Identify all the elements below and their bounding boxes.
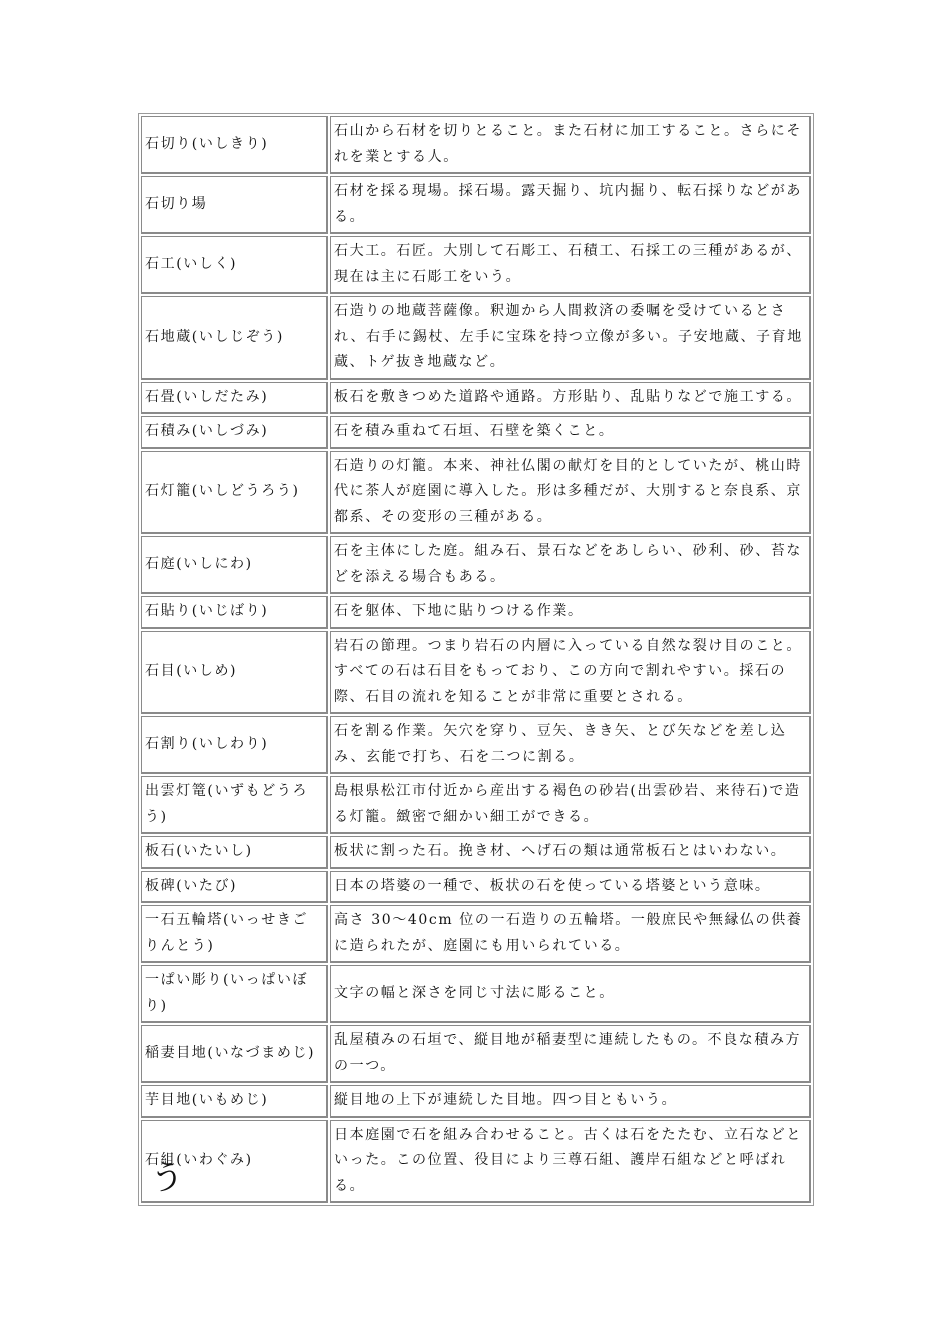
- definition-cell: 石山から石材を切りとること。また石材に加工すること。さらにそれを業とする人。: [330, 116, 811, 174]
- term-cell: 一石五輪塔(いっせきごりんとう): [141, 905, 328, 963]
- table-row: [141, 382, 811, 415]
- term-cell: 石目(いしめ): [141, 631, 328, 715]
- term-cell: 石貼り(いじばり): [141, 596, 328, 629]
- definition-cell: 石材を採る現場。採石場。露天掘り、坑内掘り、転石採りなどがある。: [330, 176, 811, 234]
- table-row: [141, 596, 811, 629]
- table-row: [141, 536, 811, 594]
- term-cell: 板碑(いたび): [141, 871, 328, 904]
- term-cell: 石地蔵(いしじぞう): [141, 296, 328, 380]
- term-cell: 芋目地(いもめじ): [141, 1085, 328, 1118]
- term-cell: 石庭(いしにわ): [141, 536, 328, 594]
- term-cell: 石積み(いしづみ): [141, 416, 328, 449]
- definition-cell: 島根県松江市付近から産出する褐色の砂岩(出雲砂岩、来待石)で造る灯籠。緻密で細かい細工ができる。: [330, 776, 811, 834]
- table-row: [141, 716, 811, 774]
- definition-cell: 石を主体にした庭。組み石、景石などをあしらい、砂利、砂、苔などを添える場合もある。: [330, 536, 811, 594]
- definition-cell: 板状に割った石。挽き材、へげ石の類は通常板石とはいわない。: [330, 836, 811, 869]
- definition-cell: 日本庭園で石を組み合わせること。古くは石をたたむ、立石などといった。この位置、役目により三尊石組、護岸石組などと呼ばれる。: [330, 1120, 811, 1204]
- table-row: [141, 871, 811, 904]
- definition-cell: 石造りの灯籠。本来、神社仏閣の献灯を目的としていたが、桃山時代に茶人が庭園に導入した。形は多種だが、大別すると奈良系、京都系、その変形の三種がある。: [330, 451, 811, 535]
- definition-cell: 石を積み重ねて石垣、石壁を築くこと。: [330, 416, 811, 449]
- definition-cell: 日本の塔婆の一種で、板状の石を使っている塔婆という意味。: [330, 871, 811, 904]
- table-row: [141, 905, 811, 963]
- term-cell: 稲妻目地(いなづまめじ): [141, 1025, 328, 1083]
- definition-cell: 石を躯体、下地に貼りつける作業。: [330, 596, 811, 629]
- table-row: [141, 1120, 811, 1204]
- definition-cell: 高さ 30～40cm 位の一石造りの五輪塔。一般庶民や無縁仏の供養に造られたが、庭園にも用いられている。: [330, 905, 811, 963]
- definition-cell: 縦目地の上下が連続した目地。四つ目ともいう。: [330, 1085, 811, 1118]
- term-cell: 石工(いしく): [141, 236, 328, 294]
- definition-cell: 石大工。石匠。大別して石彫工、石積工、石採工の三種があるが、現在は主に石彫工をいう。: [330, 236, 811, 294]
- table-row: [141, 116, 811, 174]
- term-cell: 出雲灯篭(いずもどうろう): [141, 776, 328, 834]
- definition-cell: 板石を敷きつめた道路や通路。方形貼り、乱貼りなどで施工する。: [330, 382, 811, 415]
- term-cell: 石切り場: [141, 176, 328, 234]
- section-heading-u: う: [150, 1158, 184, 1198]
- term-cell: 板石(いたいし): [141, 836, 328, 869]
- definition-cell: 乱屋積みの石垣で、縦目地が稲妻型に連続したもの。不良な積み方の一つ。: [330, 1025, 811, 1083]
- table-row: [141, 1085, 811, 1118]
- table-row: [141, 236, 811, 294]
- table-row: [141, 836, 811, 869]
- table-row: [141, 631, 811, 715]
- definition-cell: 石造りの地蔵菩薩像。釈迦から人間救済の委嘱を受けているとされ、右手に錫杖、左手に宝珠を持つ立像が多い。子安地蔵、子育地蔵、トゲ抜き地蔵など。: [330, 296, 811, 380]
- table-row: [141, 296, 811, 380]
- glossary-body: [141, 116, 811, 1203]
- term-cell: 石切り(いしきり): [141, 116, 328, 174]
- term-cell: 石灯籠(いしどうろう): [141, 451, 328, 535]
- definition-cell: 岩石の節理。つまり岩石の内層に入っている自然な裂け目のこと。すべての石は石目をもっており、この方向で割れやすい。採石の際、石目の流れを知ることが非常に重要とされる。: [330, 631, 811, 715]
- term-cell: 石畳(いしだたみ): [141, 382, 328, 415]
- term-cell: 石割り(いしわり): [141, 716, 328, 774]
- table-row: [141, 416, 811, 449]
- table-row: [141, 1025, 811, 1083]
- definition-cell: 石を割る作業。矢穴を穿り、豆矢、きき矢、とび矢などを差し込み、玄能で打ち、石を二つに割る。: [330, 716, 811, 774]
- term-cell: 一ぱい彫り(いっぱいぼり): [141, 965, 328, 1023]
- glossary-table: [138, 113, 814, 1206]
- table-row: [141, 176, 811, 234]
- table-row: [141, 776, 811, 834]
- table-row: [141, 965, 811, 1023]
- definition-cell: 文字の幅と深さを同じ寸法に彫ること。: [330, 965, 811, 1023]
- table-row: [141, 451, 811, 535]
- term-cell: 石組(いわぐみ): [141, 1120, 328, 1204]
